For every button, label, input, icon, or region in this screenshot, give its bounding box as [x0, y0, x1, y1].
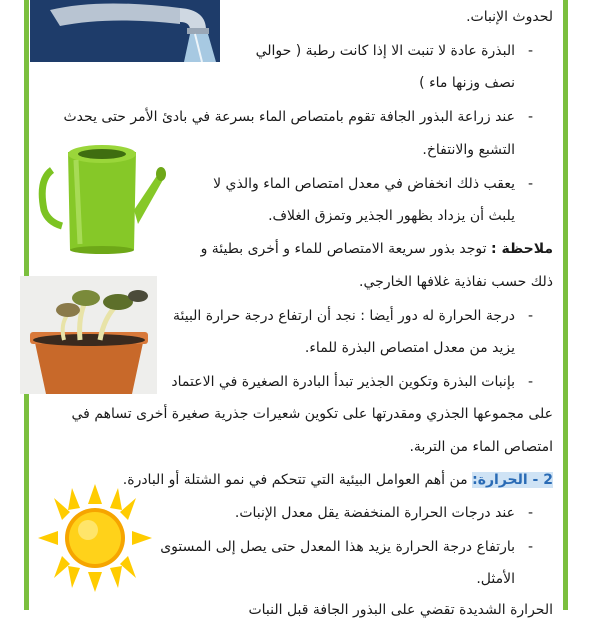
text-line: لحدوث الإنبات.	[466, 9, 553, 25]
note-line	[201, 239, 553, 259]
text-line: البذرة عادة لا تنبت الا إذا كانت رطبة ( حوالي	[255, 43, 515, 59]
note-text: توجد بذور سريعة الامتصاص للماء و أخرى بطيئة و	[200, 241, 491, 257]
bullet-dash: -	[528, 109, 534, 125]
text-line: يعقب ذلك انخفاض في معدل امتصاص الماء والذي لا	[213, 176, 515, 192]
bullet-dash: -	[528, 308, 534, 324]
bullet-dash: -	[528, 176, 534, 192]
section-number: 2 - الحرارة:	[472, 472, 553, 488]
text-line: ذلك حسب نفاذية غلافها الخارجي.	[359, 274, 553, 290]
section-heading	[123, 470, 553, 490]
bullet-dash: -	[528, 43, 534, 59]
text-line: التشبع والانتفاخ.	[422, 142, 515, 158]
note-label: ملاحظة :	[491, 241, 553, 257]
sun-image	[36, 484, 154, 592]
text-line: بإنبات البذرة وتكوين الجذير تبدأ البادرة الصغيرة في الاعتماد	[171, 374, 515, 390]
text-line: نصف وزنها ماء )	[419, 75, 515, 91]
text-line-cut: الحرارة الشديدة تقضي على البذور الجافة قبل النبات	[248, 602, 553, 618]
text-line: يلبث أن يزداد بظهور الجذير وتمزق الغلاف.	[268, 208, 515, 224]
text-line: الأمثل.	[476, 571, 515, 587]
text-line: درجة الحرارة له دور أيضا : نجد أن ارتفاع درجة حرارة البيئة	[172, 308, 515, 324]
text-line: عند زراعة البذور الجافة تقوم بامتصاص الماء بسرعة في بادئ الأمر حتى يحدث	[63, 109, 515, 125]
bullet-dash: -	[528, 505, 534, 521]
text-line: يزيد من معدل امتصاص البذرة للماء.	[304, 340, 515, 356]
watering-can-image	[38, 140, 166, 258]
text-line: عند درجات الحرارة المنخفضة يقل معدل الإنبات.	[234, 505, 515, 521]
section-text: من أهم العوامل البيئية التي تتحكم في نمو الشتلة أو البادرة.	[122, 472, 473, 488]
faucet-image	[30, 0, 220, 62]
bullet-dash: -	[528, 539, 534, 555]
text-line: بارتفاع درجة الحرارة يزيد هذا المعدل حتى يصل إلى المستوى	[160, 539, 515, 555]
bullet-dash: -	[528, 374, 534, 390]
text-line: على مجموعها الجذري ومقدرتها على تكوين شعيرات جذرية صغيرة أخرى تساهم في	[71, 406, 553, 422]
sprouting-seedlings-image	[20, 276, 157, 394]
text-line: امتصاص الماء من التربة.	[409, 439, 553, 455]
